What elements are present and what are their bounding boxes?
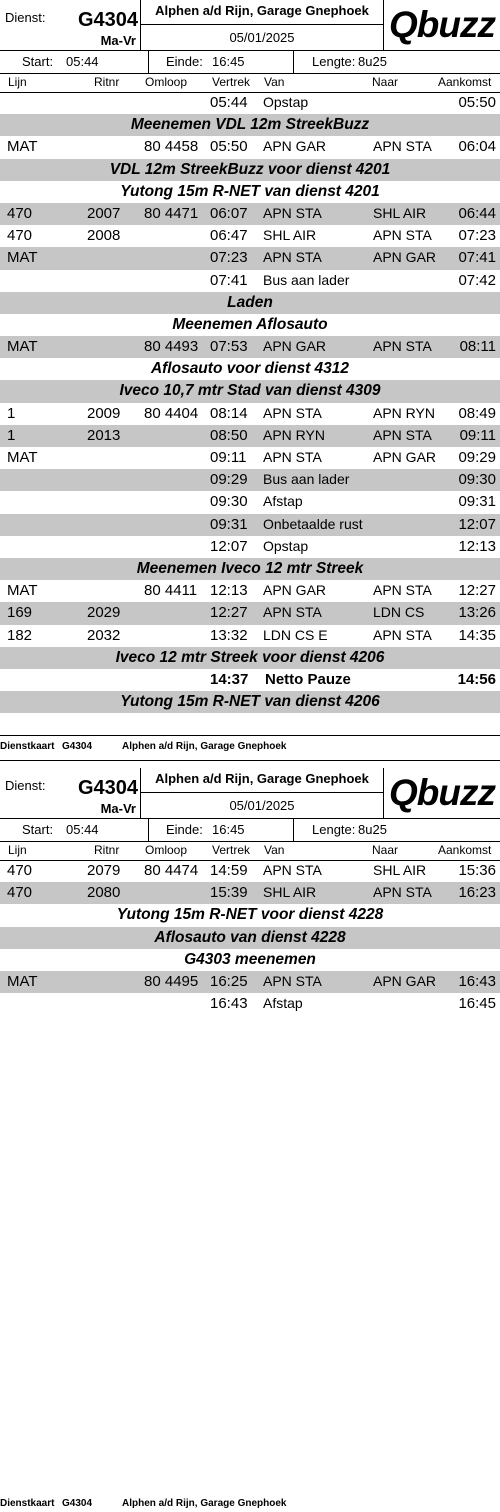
trip-row xyxy=(0,270,500,292)
cell-omloop: 80 4493 xyxy=(144,338,199,356)
einde-value: 16:45 xyxy=(212,54,245,69)
cell-lijn: 169 xyxy=(7,604,33,622)
footer-code: G4304 xyxy=(62,741,93,752)
section-header: Iveco 10,7 mtr Stad van dienst 4309 xyxy=(0,380,500,402)
cell-van: APN STA xyxy=(263,862,322,878)
cell-vertrek: 14:37 xyxy=(210,670,249,688)
cell-omloop: 80 4474 xyxy=(144,862,199,879)
cell-van: Bus aan lader xyxy=(263,471,350,488)
dienst-code: G4304 xyxy=(77,9,138,31)
col-omloop: Omloop xyxy=(145,75,188,89)
garage-name: Alphen a/d Rijn, Garage Gnephoek xyxy=(141,0,384,25)
cell-aankomst: 08:11 xyxy=(459,338,496,356)
col-vertrek: Vertrek xyxy=(212,843,251,857)
cell-vertrek: 08:50 xyxy=(210,426,248,444)
cell-naar: SHL AIR xyxy=(373,204,427,221)
footer-label: Dienstkaart xyxy=(0,741,55,752)
cell-naar: APN GAR xyxy=(373,972,437,989)
section-header: Meenemen Iveco 12 mtr Streek xyxy=(0,558,500,580)
cell-lijn: MAT xyxy=(7,138,38,156)
col-ritnr: Ritnr xyxy=(94,75,120,89)
start-value: 05:44 xyxy=(66,54,99,69)
cell-lijn: MAT xyxy=(7,338,38,356)
cell-ritnr: 2013 xyxy=(87,426,121,444)
cell-van: Opstap xyxy=(263,537,309,554)
cell-omloop: 80 4411 xyxy=(144,582,198,600)
cell-van: APN STA xyxy=(263,972,322,989)
cell-vertrek: 05:50 xyxy=(210,138,248,156)
section-header: Yutong 15m R-NET van dienst 4201 xyxy=(120,182,380,200)
cell-lijn: 470 xyxy=(7,862,33,879)
trip-row xyxy=(0,860,500,882)
cell-naar: APN STA xyxy=(373,884,432,901)
cell-vertrek: 09:30 xyxy=(210,493,248,511)
cell-van: SHL AIR xyxy=(263,227,317,244)
cell-vertrek: 16:25 xyxy=(210,972,248,990)
lengte-value: 8u25 xyxy=(358,822,387,837)
cell-omloop: 80 4471 xyxy=(144,204,199,222)
trip-row xyxy=(0,425,500,447)
trip-row xyxy=(0,469,500,491)
trip-row xyxy=(0,136,500,158)
cell-naar: APN STA xyxy=(373,582,432,599)
trip-row xyxy=(0,971,500,993)
cell-van: Bus aan lader xyxy=(263,271,350,288)
cell-aankomst: 06:04 xyxy=(458,138,496,156)
times-bar xyxy=(0,51,500,74)
cell-van: Afstap xyxy=(263,995,303,1012)
cell-naar: APN RYN xyxy=(373,404,435,421)
cell-ritnr: 2079 xyxy=(87,862,121,879)
dienst-label: Dienst: xyxy=(5,10,46,25)
footer-garage: Alphen a/d Rijn, Garage Gnephoek xyxy=(122,1498,287,1509)
cell-aankomst: 07:42 xyxy=(458,271,496,289)
cell-ritnr: 2029 xyxy=(87,604,121,622)
section-header: Meenemen VDL 12m StreekBuzz xyxy=(0,114,500,136)
cell-van: APN GAR xyxy=(263,138,327,155)
start-value: 05:44 xyxy=(66,822,99,837)
cell-vertrek: 09:29 xyxy=(210,471,248,489)
cell-lijn: MAT xyxy=(7,582,38,600)
cell-aankomst: 07:41 xyxy=(458,249,496,267)
cell-aankomst: 12:13 xyxy=(458,537,496,555)
trip-row xyxy=(0,491,500,513)
qbuzz-logo: Qbuzz xyxy=(389,772,495,813)
cell-naar: LDN CS xyxy=(373,604,425,621)
dienst-code: G4304 xyxy=(77,777,138,799)
cell-ritnr: 2009 xyxy=(87,404,121,422)
dienst-days: Ma-Vr xyxy=(100,33,136,48)
einde-value: 16:45 xyxy=(212,822,245,837)
cell-aankomst: 12:07 xyxy=(458,515,496,533)
divider xyxy=(293,819,294,841)
cell-van: APN STA xyxy=(263,249,322,266)
col-lijn: Lijn xyxy=(8,843,27,857)
dienst-label: Dienst: xyxy=(5,778,46,793)
cell-naar: APN STA xyxy=(373,626,432,643)
section-header: Aflosauto van dienst 4228 xyxy=(0,927,500,949)
pause-row xyxy=(0,669,500,691)
dienstkaart-page-1 xyxy=(0,0,500,736)
cell-vertrek: 16:43 xyxy=(210,995,248,1013)
cell-aankomst: 15:36 xyxy=(458,862,496,879)
trip-row xyxy=(0,92,500,114)
cell-lijn: 1 xyxy=(7,404,16,422)
trip-row xyxy=(0,580,500,602)
card-footer xyxy=(0,741,500,755)
cell-van: APN GAR xyxy=(263,582,327,599)
cell-ritnr: 2007 xyxy=(87,204,121,222)
cell-vertrek: 09:11 xyxy=(210,449,247,466)
card-header xyxy=(0,0,500,51)
trip-row xyxy=(0,514,500,536)
col-ritnr: Ritnr xyxy=(94,843,120,857)
cell-vertrek: 13:32 xyxy=(210,626,248,644)
cell-omloop: 80 4495 xyxy=(144,972,199,990)
cell-vertrek: 12:07 xyxy=(210,537,248,555)
cell-aankomst: 14:56 xyxy=(457,670,496,688)
cell-vertrek: 12:13 xyxy=(210,582,248,600)
cell-lijn: 470 xyxy=(7,204,33,222)
cell-aankomst: 16:43 xyxy=(458,972,496,990)
section-header: G4303 meenemen xyxy=(184,950,316,968)
cell-naar: APN GAR xyxy=(373,249,437,266)
times-bar xyxy=(0,819,500,842)
lengte-value: 8u25 xyxy=(358,54,387,69)
footer-label: Dienstkaart xyxy=(0,1498,55,1509)
dienstkaart-page-2 xyxy=(0,760,500,1506)
col-aankomst: Aankomst xyxy=(438,843,492,857)
cell-van: APN STA xyxy=(263,449,322,465)
trip-row xyxy=(0,993,500,1015)
service-date: 05/01/2025 xyxy=(141,25,384,50)
col-van: Van xyxy=(264,843,285,857)
cell-aankomst: 09:29 xyxy=(458,449,496,466)
section-header: Meenemen Aflosauto xyxy=(172,315,328,333)
section-header: Laden xyxy=(0,292,500,314)
cell-naar: APN STA xyxy=(373,426,432,443)
cell-naar: APN STA xyxy=(373,338,432,355)
footer-code: G4304 xyxy=(62,1498,93,1509)
dienst-cell xyxy=(0,0,141,50)
trip-row xyxy=(0,602,500,624)
cell-lijn: 470 xyxy=(7,227,33,245)
trip-row xyxy=(0,203,500,225)
cell-lijn: 470 xyxy=(7,884,33,902)
dienst-cell xyxy=(0,768,141,818)
service-date: 05/01/2025 xyxy=(141,793,384,818)
cell-omloop: 80 4458 xyxy=(144,138,199,156)
cell-aankomst: 09:11 xyxy=(459,426,496,444)
schedule-rows xyxy=(0,860,500,1015)
cell-vertrek: 12:27 xyxy=(210,604,248,622)
section-header: VDL 12m StreekBuzz voor dienst 4201 xyxy=(0,159,500,181)
cell-aankomst: 07:23 xyxy=(458,227,496,245)
cell-vertrek: 09:31 xyxy=(210,515,248,533)
cell-ritnr: 2008 xyxy=(87,227,121,245)
footer-garage: Alphen a/d Rijn, Garage Gnephoek xyxy=(122,741,287,752)
col-vertrek: Vertrek xyxy=(212,75,251,89)
cell-ritnr: 2032 xyxy=(87,626,121,644)
cell-lijn: MAT xyxy=(7,972,38,990)
card-footer xyxy=(0,1498,500,1512)
column-headers xyxy=(0,841,500,861)
lengte-label: Lengte: xyxy=(312,822,356,837)
lengte-label: Lengte: xyxy=(312,54,356,69)
cell-aankomst: 05:50 xyxy=(458,94,496,111)
trip-row xyxy=(0,882,500,904)
qbuzz-logo: Qbuzz xyxy=(389,4,495,45)
cell-vertrek: 14:59 xyxy=(210,862,248,879)
col-omloop: Omloop xyxy=(145,843,188,857)
einde-label: Einde: xyxy=(166,822,203,837)
cell-naar: APN STA xyxy=(373,138,432,155)
cell-aankomst: 09:30 xyxy=(458,471,496,489)
dienst-days: Ma-Vr xyxy=(100,801,136,816)
trip-row xyxy=(0,625,500,647)
trip-row xyxy=(0,247,500,269)
garage-name: Alphen a/d Rijn, Garage Gnephoek xyxy=(141,768,384,793)
section-header: Yutong 15m R-NET van dienst 4206 xyxy=(0,691,500,713)
trip-row xyxy=(0,225,500,247)
cell-naar: APN GAR xyxy=(373,449,437,465)
start-label: Start: xyxy=(22,822,54,837)
cell-vertrek: 05:44 xyxy=(210,94,248,111)
trip-row xyxy=(0,336,500,358)
section-header: Iveco 12 mtr Streek voor dienst 4206 xyxy=(0,647,500,669)
cell-vertrek: 07:53 xyxy=(210,338,248,356)
einde-label: Einde: xyxy=(166,54,203,69)
schedule-rows xyxy=(0,92,500,713)
cell-aankomst: 13:26 xyxy=(458,604,496,622)
cell-lijn: MAT xyxy=(7,449,38,466)
cell-van: Opstap xyxy=(263,94,309,110)
cell-van: APN GAR xyxy=(263,338,327,355)
cell-omloop: 80 4404 xyxy=(144,404,199,422)
col-aankomst: Aankomst xyxy=(438,75,492,89)
cell-van: LDN CS E xyxy=(263,626,328,643)
cell-lijn: MAT xyxy=(7,249,38,267)
cell-vertrek: 08:14 xyxy=(210,404,248,422)
cell-aankomst: 14:35 xyxy=(458,626,496,644)
column-headers xyxy=(0,73,500,93)
col-naar: Naar xyxy=(372,75,399,89)
cell-van: Netto Pauze xyxy=(265,670,351,688)
cell-vertrek: 06:07 xyxy=(210,204,248,222)
cell-van: APN STA xyxy=(263,604,322,621)
section-header: Yutong 15m R-NET voor dienst 4228 xyxy=(116,906,384,924)
col-naar: Naar xyxy=(372,843,399,857)
cell-aankomst: 08:49 xyxy=(458,404,496,422)
cell-vertrek: 07:41 xyxy=(210,271,248,289)
cell-van: APN STA xyxy=(263,404,322,421)
cell-van: APN RYN xyxy=(263,426,325,443)
start-label: Start: xyxy=(22,54,54,69)
cell-van: Onbetaalde rust xyxy=(263,515,363,532)
cell-lijn: 1 xyxy=(7,426,16,444)
trip-row xyxy=(0,447,500,469)
trip-row xyxy=(0,403,500,425)
cell-aankomst: 06:44 xyxy=(458,204,496,222)
divider xyxy=(293,51,294,73)
cell-van: SHL AIR xyxy=(263,884,317,901)
cell-aankomst: 16:45 xyxy=(458,995,496,1013)
cell-aankomst: 09:31 xyxy=(458,493,496,511)
col-lijn: Lijn xyxy=(8,75,27,89)
cell-naar: SHL AIR xyxy=(373,862,427,878)
cell-vertrek: 15:39 xyxy=(210,884,248,902)
cell-vertrek: 07:23 xyxy=(210,249,248,267)
section-header: Aflosauto voor dienst 4312 xyxy=(150,360,350,378)
cell-vertrek: 06:47 xyxy=(210,227,248,245)
cell-aankomst: 16:23 xyxy=(458,884,496,902)
cell-lijn: 182 xyxy=(7,626,33,644)
cell-naar: APN STA xyxy=(373,227,432,244)
cell-aankomst: 12:27 xyxy=(458,582,496,600)
card-header xyxy=(0,768,500,819)
cell-van: APN STA xyxy=(263,204,322,221)
col-van: Van xyxy=(264,75,285,89)
trip-row xyxy=(0,536,500,558)
divider xyxy=(148,819,149,841)
cell-van: Afstap xyxy=(263,493,303,510)
divider xyxy=(148,51,149,73)
cell-ritnr: 2080 xyxy=(87,884,121,902)
